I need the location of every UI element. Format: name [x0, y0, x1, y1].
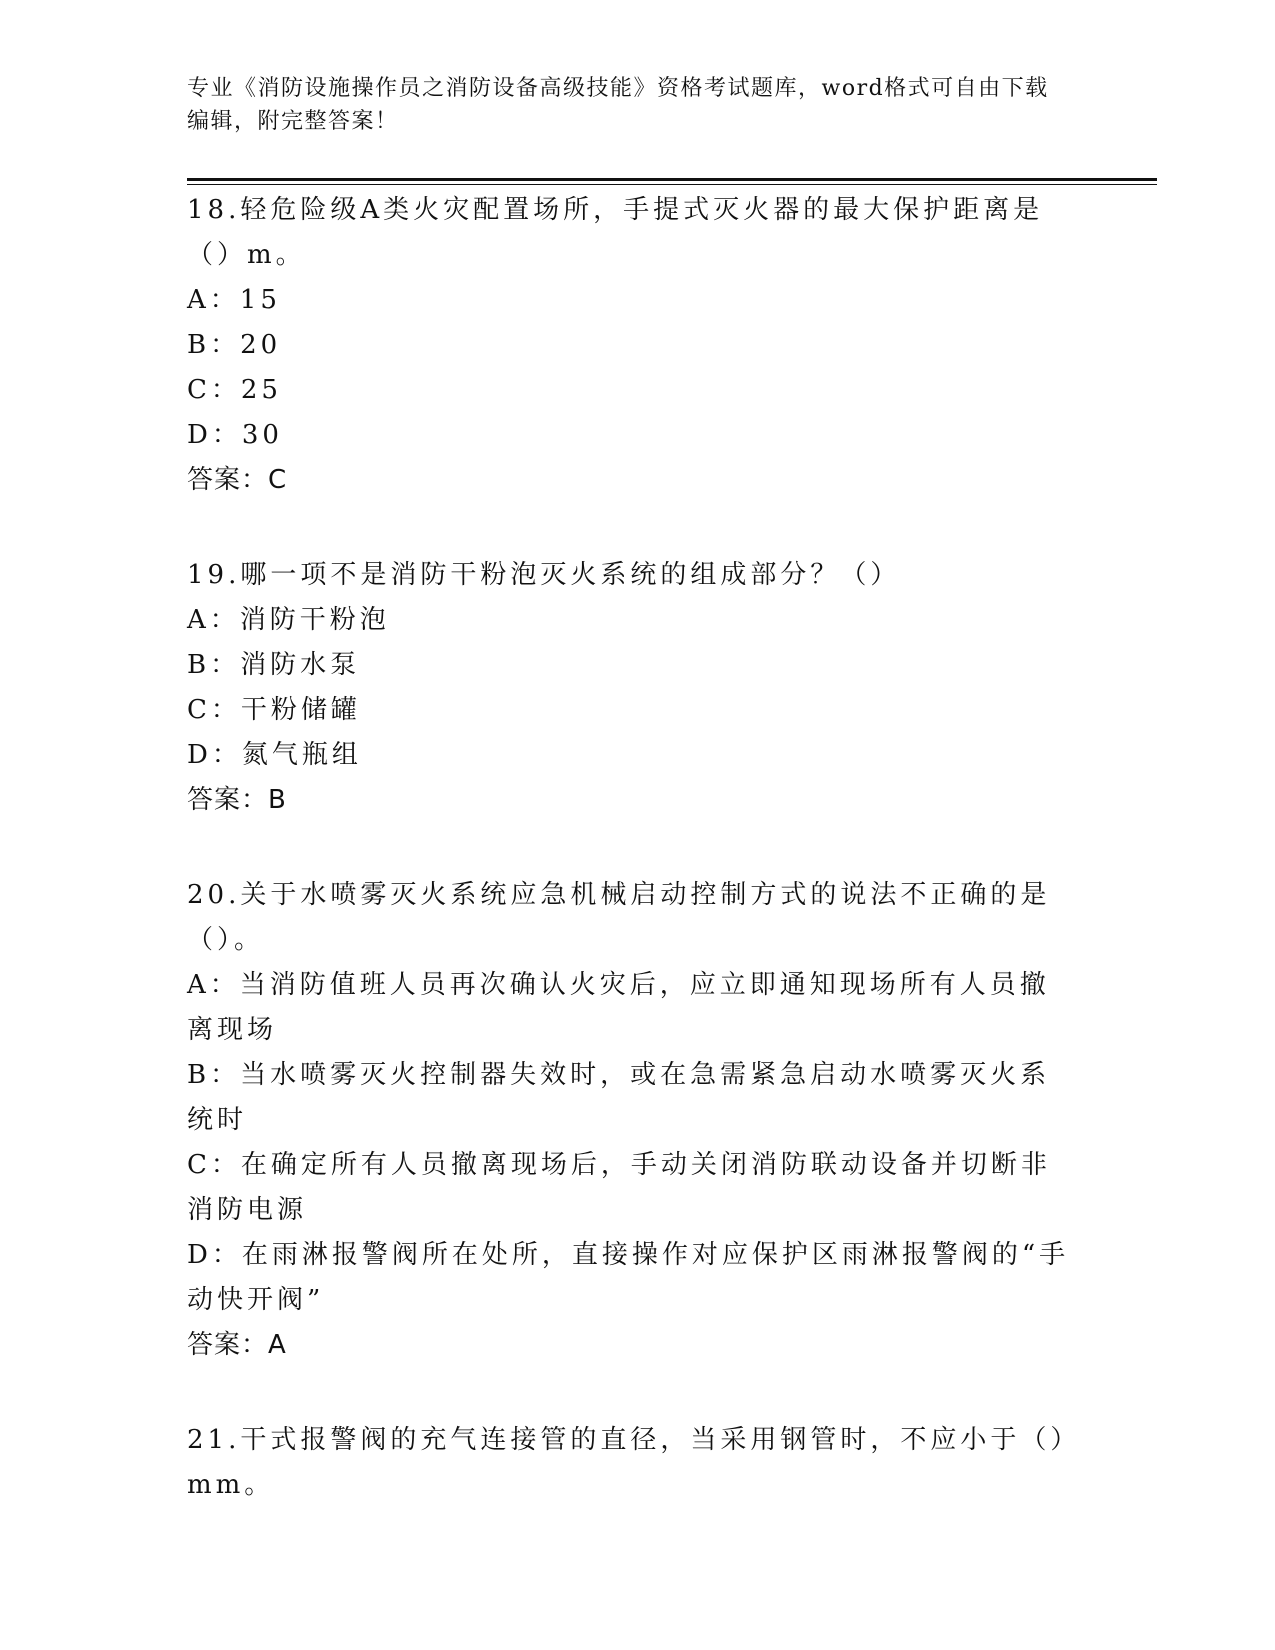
question-stem: 21.干式报警阀的充气连接管的直径，当采用钢管时，不应小于（）mm。 — [187, 1425, 1068, 1500]
option-b: B：20 — [187, 330, 282, 360]
question-stem: 20.关于水喷雾灭火系统应急机械启动控制方式的说法不正确的是（）。 — [187, 880, 1051, 955]
answer: 答案：C — [187, 465, 288, 495]
option-a: A：15 — [187, 285, 281, 315]
option-b: B：消防水泵 — [187, 650, 361, 680]
question-20 — [187, 873, 1077, 1368]
option-d: D：30 — [187, 420, 283, 450]
option-d: D：氮气瓶组 — [187, 740, 362, 770]
question-stem: 18.轻危险级A类火灾配置场所，手提式灭火器的最大保护距离是（）m。 — [187, 195, 1044, 270]
option-c: C：25 — [187, 375, 282, 405]
question-18 — [187, 188, 1077, 503]
option-a: A：当消防值班人员再次确认火灾后，应立即通知现场所有人员撤离现场 — [187, 970, 1050, 1045]
header-divider-thick — [187, 178, 1157, 181]
question-21 — [187, 1418, 1077, 1508]
answer: 答案：B — [187, 785, 287, 815]
question-19 — [187, 553, 1077, 823]
header-divider-thin — [187, 184, 1157, 185]
option-c: C：在确定所有人员撤离现场后，手动关闭消防联动设备并切断非消防电源 — [187, 1150, 1051, 1225]
option-a: A：消防干粉泡 — [187, 605, 390, 635]
document-header: 专业《消防设施操作员之消防设备高级技能》资格考试题库，word格式可自由下载编辑，附完整答案！ — [187, 76, 1049, 134]
question-list — [187, 188, 1077, 1558]
option-c: C：干粉储罐 — [187, 695, 361, 725]
option-b: B：当水喷雾灭火控制器失效时，或在急需紧急启动水喷雾灭火系统时 — [187, 1060, 1051, 1135]
question-stem: 19.哪一项不是消防干粉泡灭火系统的组成部分？（） — [187, 560, 901, 590]
answer: 答案：A — [187, 1330, 287, 1360]
option-d: D：在雨淋报警阀所在处所，直接操作对应保护区雨淋报警阀的“手动快开阀” — [187, 1240, 1070, 1315]
